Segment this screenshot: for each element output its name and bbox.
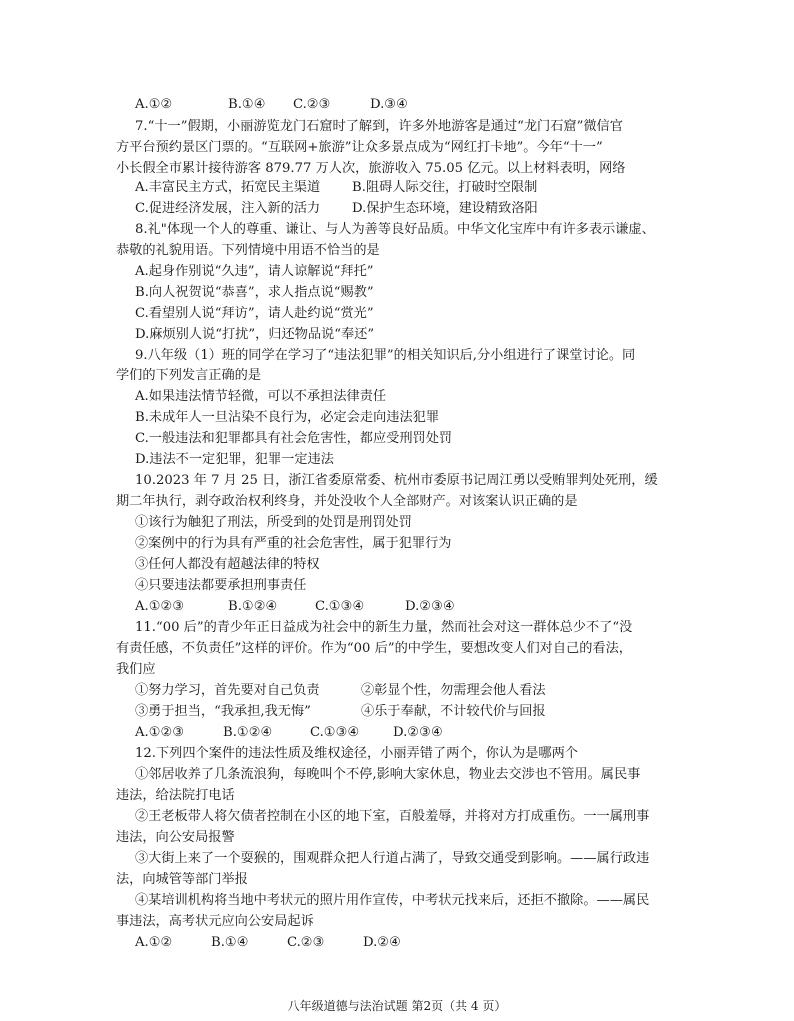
case-line: ①邻居收养了几条流浪狗，每晚叫个不停,影响大家休息，物业去交涉也不管用。属民事 [135, 767, 641, 782]
case-line: ③大街上来了一个耍猴的，围观群众把人行道占满了，导致交通受到影响。——属行政违 [135, 851, 650, 866]
question-stem: 恭敬的礼貌用语。下列情境中用语不恰当的是 [116, 243, 380, 258]
statement-item: ①努力学习，首先要对自己负责 [135, 683, 320, 698]
option: A.如果违法情节轻微，可以不承担法律责任 [135, 389, 387, 404]
option: B.①②④ [223, 725, 273, 740]
option: C.一般违法和犯罪都具有社会危害性，都应受刑罚处罚 [135, 431, 453, 446]
case-line: ②王老板带人将欠债者控制在小区的地下室，百般羞辱，并将对方打成重伤。一一属刑事 [135, 809, 650, 824]
option: D.②④ [363, 935, 401, 950]
option: C.②③ [293, 97, 331, 112]
option: B.①②④ [228, 599, 278, 614]
case-line: 法，向城管等部门举报 [116, 872, 248, 887]
option: A.①② [135, 935, 173, 950]
question-stem: 7.“十一”假期，小丽游览龙门石窟时了解到，许多外地游客是通过“龙门石窟”微信官 [135, 119, 623, 134]
option: D.违法不一定犯罪，犯罪一定违法 [135, 452, 334, 467]
question-stem: 10.2023 年 7 月 25 日，浙江省委原常委、杭州市委原书记周江勇以受贿罪判处死刑，缓 [135, 473, 658, 488]
option: A.丰富民主方式，拓宽民主渠道 [135, 180, 321, 195]
option: C.②③ [287, 935, 325, 950]
option: B.阻碍人际交往，打破时空限制 [352, 180, 538, 195]
option: B.未成年人一旦沾染不良行为，必定会走向违法犯罪 [135, 410, 440, 425]
case-line: 事违法，高考状元应向公安局起诉 [116, 914, 314, 929]
option: C.促进经济发展，注入新的活力 [135, 201, 321, 216]
option: D.麻烦别人说“打扰”，归还物品说“奉还” [135, 327, 375, 342]
option: D.③④ [370, 97, 408, 112]
option: B.①④ [211, 935, 249, 950]
question-stem: 方平台预约景区门票的。“互联网+旅游”让众多景点成为“网红打卡地”。今年“十一” [116, 140, 603, 155]
question-stem: 12.下列四个案件的违法性质及维权途径，小丽弄错了两个，你认为是哪两个 [135, 746, 578, 761]
question-stem: 8.礼"体现一个人的尊重、谦让、与人为善等良好品质。中华文化宝库中有许多表示谦虚、 [135, 222, 655, 237]
question-stem: 9.八年级（1）班的同学在学习了“违法犯罪”的相关知识后,分小组进行了课堂讨论。同 [135, 348, 636, 363]
option: C.看望别人说“拜访”，请人赴约说“赏光” [135, 306, 374, 321]
question-stem: 小长假全市累计接待游客 879.77 万人次，旅游收入 75.05 亿元。以上材料表明，网络 [116, 161, 626, 176]
option: B.向人祝贺说“恭喜”，求人指点说“赐教” [135, 285, 374, 300]
option: C.①③④ [310, 725, 360, 740]
option: A.①②③ [135, 599, 185, 614]
question-stem: 期二年执行，剥夺政治权利终身，并处没收个人全部财产。对该案认识正确的是 [116, 494, 578, 509]
page-footer: 八年级道德与法治试题 第2页（共 4 页） [287, 999, 507, 1013]
statement-item: ③勇于担当，“我承担,我无悔” [135, 704, 311, 719]
option: D.保护生态环境，建设精致洛阳 [352, 201, 538, 216]
option: D.②③④ [405, 599, 455, 614]
question-stem: 11.“00 后”的青少年正日益成为社会中的新生力量，然而社会对这一群体总少不了“没 [135, 620, 633, 635]
statement-item: ③任何人都没有超越法律的特权 [135, 557, 320, 572]
option: C.①③④ [315, 599, 365, 614]
option: A.①② [135, 97, 173, 112]
statement-item: ①该行为触犯了刑法，所受到的处罚是刑罚处罚 [135, 515, 412, 530]
statement-item: ②彰显个性，勿需理会他人看法 [361, 683, 546, 698]
case-line: 违法，给法院打电话 [116, 788, 235, 803]
question-stem: 我们应 [116, 662, 156, 677]
case-line: ④某培训机构将当地中考状元的照片用作宣传，中考状元找来后，还拒不撤除。——属民 [135, 893, 650, 908]
statement-item: ④只要违法都要承担刑事责任 [135, 578, 307, 593]
option: B.①④ [228, 97, 266, 112]
statement-item: ④乐于奉献，不计较代价与回报 [361, 704, 546, 719]
statement-item: ②案例中的行为具有严重的社会危害性，属于犯罪行为 [135, 536, 452, 551]
question-stem: 有责任感，不负责任”这样的评价。作为“00 后”的中学生，要想改变人们对自己的看法， [116, 641, 632, 656]
question-stem: 学们的下列发言正确的是 [116, 368, 262, 383]
option: A.①②③ [135, 725, 185, 740]
option: A.起身作别说“久违”，请人谅解说“拜托” [135, 264, 374, 279]
case-line: 违法，向公安局报警 [116, 830, 235, 845]
option: D.②③④ [393, 725, 443, 740]
